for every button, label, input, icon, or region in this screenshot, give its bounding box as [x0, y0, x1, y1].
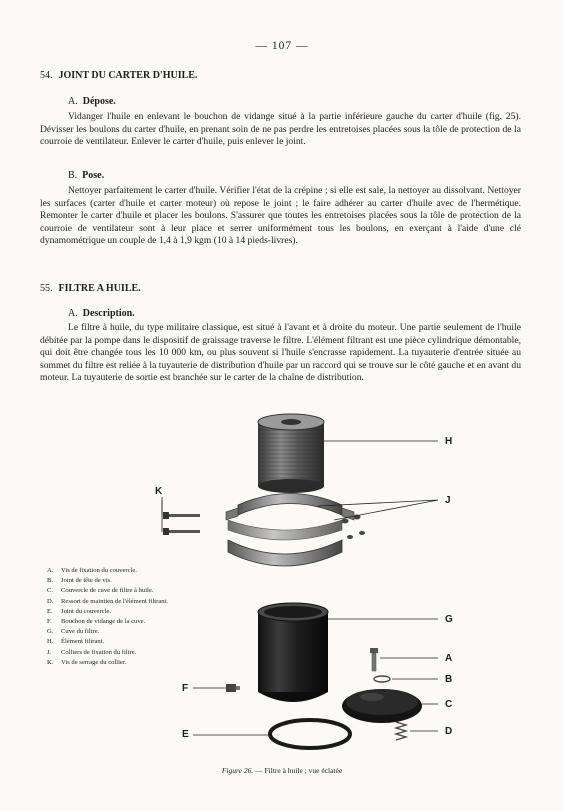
clamp-bands-j: [226, 494, 438, 567]
filter-bowl-g: [258, 603, 438, 702]
legend-item: J. Colliers de fixation du filtre.: [47, 648, 137, 656]
callout-j: J: [445, 495, 451, 506]
cover-screw-a: [370, 648, 438, 671]
legend-item: K. Vis de serrage du collier.: [47, 658, 127, 666]
section-title-text: JOINT DU CARTER D'HUILE.: [58, 70, 198, 81]
paragraph-pose: Nettoyer parfaitement le carter d'huile. Vérifier l'état de la crépine ; si elle est sale, la nettoyer au dissolvant. Nettoyer les surfaces (carter d'huile et carter moteur) où repose le joint ; le faire adhérer au carter d'huile avec de l'hermétique. Remonter le carter d'huile et placer les boulons. S'assurer que toutes les entretoises placées sous la tôle de protection de la courroie de ventilateur sont à leur place et serrer uniformément tous les boulons, en exerçant à l'aide d'une clé dynamométrique un couple de 1,4 à 1,9 kgm (10 à 14 pieds-livres).: [40, 185, 521, 246]
callout-g: G: [445, 614, 453, 625]
callout-e: E: [182, 729, 189, 740]
caption-label: Figure 26.: [221, 766, 254, 775]
clamp-screws-k: [162, 497, 200, 535]
subheading-letter: B.: [68, 170, 78, 181]
screw-gasket-b: [374, 676, 438, 682]
legend-item: D. Ressort de maintien de l'élément filtrant.: [47, 597, 169, 605]
callout-f: F: [182, 683, 189, 694]
callout-d: D: [445, 726, 453, 737]
callout-a: A: [445, 653, 453, 664]
figure-legend: [47, 566, 168, 668]
subheading-letter: A.: [68, 308, 78, 319]
paragraph-depose: Vidanger l'huile en enlevant le bouchon de vidange situé à la partie inférieure gauche du carter d'huile (fig. 25). Dévisser les boulons du carter d'huile, en prenant soin de ne pas perdre les entretoises placées sous la tôle de protection de la courroie de ventilateur. Enlever le carter d'huile, puis enlever le joint.: [40, 111, 521, 147]
section-number: 55.: [40, 283, 53, 294]
callout-h: H: [445, 436, 453, 447]
legend-item: E. Joint du couvercle.: [47, 607, 111, 615]
figure-caption: [0, 766, 564, 775]
filter-element-h: [258, 414, 438, 493]
cover-gasket-e: [193, 720, 350, 748]
callout-b: B: [445, 674, 453, 685]
legend-item: C. Couvercle de cuve de filtre à huile.: [47, 587, 154, 595]
subheading-text: Description.: [82, 308, 135, 319]
spring-d: [396, 722, 438, 740]
legend-item: F. Bouchon de vidange de la cuve.: [47, 618, 146, 626]
legend-item: A. Vis de fixation du couvercle.: [47, 567, 137, 574]
section-title-text: FILTRE A HUILE.: [58, 283, 141, 294]
caption-text: — Filtre à huile ; vue éclatée: [255, 766, 343, 775]
legend-item: H. Élément filtrant.: [47, 638, 105, 646]
cover-c: [342, 689, 438, 723]
subheading-text: Dépose.: [82, 96, 116, 107]
callout-k: K: [155, 486, 163, 497]
callout-c: C: [445, 699, 453, 710]
section-number: 54.: [40, 70, 53, 81]
page-number: — 107 —: [255, 40, 309, 52]
subheading-letter: A.: [68, 96, 78, 107]
legend-item: G. Cuve du filtre.: [47, 628, 100, 636]
legend-item: B. Joint de tête de vis.: [47, 577, 112, 585]
paragraph-description: Le filtre à huile, du type militaire classique, est situé à l'avant et à droite du moteur. Une partie seulement de l'huile débitée par la pompe dans le dispositif de graissage traverse le filtre. L'élément filtrant est une pièce cylindrique démontable, qui doit être changée tous les 10 000 km, ou plus souvent si l'huile s'encrasse rapidement. La tuyauterie d'entrée située au sommet du filtre est reliée à la tuyauterie de distribution d'huile par un raccord qui se trouve sur le côté gauche et en avant du moteur. La tuyauterie de sortie est branchée sur le carter de la chaîne de distribution.: [40, 322, 521, 383]
drain-plug-f: [193, 684, 240, 692]
subheading-text: Pose.: [82, 170, 105, 181]
